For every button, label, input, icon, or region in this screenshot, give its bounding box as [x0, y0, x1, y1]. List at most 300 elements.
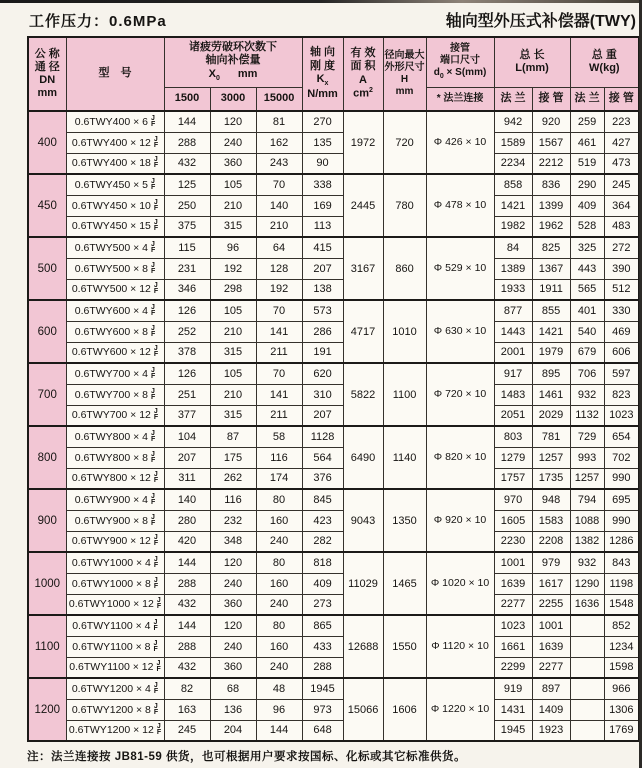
pipe-size-cell: Φ 478 × 10	[426, 174, 494, 237]
model-wrap	[68, 515, 163, 527]
subcol-15000: 15000	[256, 87, 302, 111]
length-flange-cell: 919	[494, 678, 532, 699]
model-label: 0.6TWY450 × 5	[74, 178, 148, 191]
model-cell	[66, 573, 164, 594]
model-label: 0.6TWY800 × 8	[74, 451, 148, 464]
table-row	[28, 468, 639, 489]
x3000-cell: 96	[210, 237, 256, 258]
x3000-cell: 105	[210, 174, 256, 195]
model-cell	[66, 321, 164, 342]
model-wrap	[68, 598, 163, 610]
length-flange-cell: 1589	[494, 132, 532, 153]
table-row	[28, 510, 639, 531]
model-cell	[66, 405, 164, 426]
h-cell: 1010	[383, 300, 426, 363]
x3000-cell: 120	[210, 615, 256, 636]
model-label: 0.6TWY1100 × 8	[72, 640, 151, 653]
weight-header-unit: W(kg)	[589, 62, 620, 75]
model-label: 0.6TWY600 × 12	[71, 346, 151, 359]
x15000-cell: 211	[256, 405, 302, 426]
jf-variant-marker: J F	[153, 219, 159, 233]
model-label: 0.6TWY1000 × 12	[68, 598, 154, 611]
length-flange-cell: 1279	[494, 447, 532, 468]
model-wrap	[68, 620, 163, 632]
x3000-cell: 116	[210, 489, 256, 510]
x1500-cell: 432	[164, 657, 210, 678]
jf-variant-marker: J F	[156, 660, 161, 674]
length-flange-cell: 2277	[494, 594, 532, 615]
x3000-cell: 210	[210, 195, 256, 216]
weight-flange-cell: 401	[570, 300, 604, 321]
length-flange-cell: 917	[494, 363, 532, 384]
weight-pipe-cell: 1286	[604, 531, 639, 552]
col-header-model	[66, 37, 164, 111]
x1500-cell: 245	[164, 720, 210, 741]
area-header-line: 面 积	[350, 60, 376, 73]
jf-variant-marker: J F	[153, 534, 159, 548]
length-pipe-cell: 836	[532, 174, 570, 195]
x3000-cell: 87	[210, 426, 256, 447]
x3000-cell: 120	[210, 552, 256, 573]
weight-flange-cell: 1382	[570, 531, 604, 552]
length-flange-cell: 2001	[494, 342, 532, 363]
stiffness-header-line: 刚 度	[310, 59, 336, 72]
x1500-cell: 125	[164, 174, 210, 195]
length-pipe-cell: 1617	[532, 573, 570, 594]
x1500-cell: 126	[164, 363, 210, 384]
x1500-cell: 231	[164, 258, 210, 279]
model-cell	[66, 720, 164, 741]
weight-flange-cell: 1290	[570, 573, 604, 594]
subcol-1500: 1500	[164, 87, 210, 111]
model-label: 0.6TWY900 × 4	[74, 493, 148, 506]
length-pipe-cell: 781	[532, 426, 570, 447]
model-wrap	[68, 368, 163, 380]
length-flange-cell: 877	[494, 300, 532, 321]
jf-variant-marker: J F	[153, 576, 159, 590]
x3000-cell: 204	[210, 720, 256, 741]
kx-cell: 865	[302, 615, 343, 636]
weight-pipe-cell: 469	[604, 321, 639, 342]
col-header-area	[343, 37, 383, 111]
table-row	[28, 153, 639, 174]
model-label: 0.6TWY500 × 12	[71, 283, 151, 296]
model-wrap	[68, 494, 163, 506]
dn-header-line: DN	[39, 74, 56, 86]
table-row	[28, 720, 639, 741]
weight-pipe-cell: 702	[604, 447, 639, 468]
x15000-cell: 58	[256, 426, 302, 447]
kx-cell: 409	[302, 573, 343, 594]
x3000-cell: 298	[210, 279, 256, 300]
h-cell: 1606	[383, 678, 426, 741]
jf-variant-marker: J F	[150, 240, 156, 254]
model-wrap	[68, 535, 163, 547]
subcol-weight-flange: 法 兰	[570, 87, 604, 111]
col-header-stiffness	[302, 37, 343, 111]
length-flange-cell: 1982	[494, 216, 532, 237]
x3000-cell: 175	[210, 447, 256, 468]
model-cell	[66, 531, 164, 552]
length-flange-cell: 2299	[494, 657, 532, 678]
compensation-header-line: 轴向补偿量	[205, 54, 261, 67]
x3000-cell: 232	[210, 510, 256, 531]
h-cell: 720	[383, 111, 426, 174]
table-row	[28, 216, 639, 237]
dn-cell: 600	[28, 300, 66, 363]
kx-cell: 423	[302, 510, 343, 531]
table-row	[28, 174, 639, 195]
x1500-cell: 288	[164, 132, 210, 153]
x15000-cell: 96	[256, 699, 302, 720]
area-cell: 15066	[343, 678, 383, 741]
weight-flange-cell: 706	[570, 363, 604, 384]
kx-cell: 564	[302, 447, 343, 468]
jf-variant-marker: J F	[150, 366, 156, 380]
model-wrap	[68, 557, 163, 569]
pipe-size-cell: Φ 1120 × 10	[426, 615, 494, 678]
x3000-cell: 315	[210, 405, 256, 426]
length-flange-cell: 84	[494, 237, 532, 258]
model-cell	[66, 510, 164, 531]
x3000-cell: 360	[210, 153, 256, 174]
weight-flange-cell: 679	[570, 342, 604, 363]
weight-pipe-cell: 272	[604, 237, 639, 258]
x3000-cell: 360	[210, 657, 256, 678]
kx-cell: 415	[302, 237, 343, 258]
table-row	[28, 636, 639, 657]
x15000-cell: 141	[256, 321, 302, 342]
jf-variant-marker: J F	[150, 387, 156, 401]
length-flange-cell: 858	[494, 174, 532, 195]
x1500-cell: 432	[164, 153, 210, 174]
x3000-cell: 192	[210, 258, 256, 279]
model-wrap	[68, 472, 163, 484]
table-row	[28, 552, 639, 573]
subcol-3000: 3000	[210, 87, 256, 111]
x1500-cell: 432	[164, 594, 210, 615]
x1500-cell: 252	[164, 321, 210, 342]
x1500-cell: 311	[164, 468, 210, 489]
length-flange-cell: 1757	[494, 468, 532, 489]
x15000-cell: 192	[256, 279, 302, 300]
weight-pipe-cell: 1769	[604, 720, 639, 741]
x3000-cell: 315	[210, 216, 256, 237]
pipe-size-cell: Φ 1220 × 10	[426, 678, 494, 741]
jf-variant-marker: J F	[153, 702, 159, 716]
kx-cell: 973	[302, 699, 343, 720]
h-cell: 1550	[383, 615, 426, 678]
length-pipe-cell: 1001	[532, 615, 570, 636]
jf-variant-marker: J F	[153, 282, 159, 296]
weight-flange-cell: 932	[570, 384, 604, 405]
jf-variant-marker: J F	[153, 198, 159, 212]
x15000-cell: 64	[256, 237, 302, 258]
weight-flange-cell: 409	[570, 195, 604, 216]
weight-flange-cell: 519	[570, 153, 604, 174]
weight-flange-cell: 290	[570, 174, 604, 195]
spec-table-body	[28, 111, 639, 741]
x1500-cell: 144	[164, 552, 210, 573]
length-pipe-cell: 2212	[532, 153, 570, 174]
pipe-size-cell: Φ 920 × 10	[426, 489, 494, 552]
kx-cell: 433	[302, 636, 343, 657]
dn-header-line: 公 称	[34, 47, 60, 60]
x15000-cell: 70	[256, 363, 302, 384]
weight-flange-cell: 1088	[570, 510, 604, 531]
radial-header-line: 径向最大	[384, 50, 425, 61]
x15000-cell: 174	[256, 468, 302, 489]
table-row	[28, 531, 639, 552]
weight-pipe-cell: 990	[604, 468, 639, 489]
area-cell: 2445	[343, 174, 383, 237]
length-flange-cell: 1483	[494, 384, 532, 405]
length-pipe-cell: 1409	[532, 699, 570, 720]
length-flange-cell: 1605	[494, 510, 532, 531]
length-pipe-cell: 855	[532, 300, 570, 321]
jf-variant-marker: J F	[153, 408, 159, 422]
model-wrap	[68, 578, 163, 590]
model-cell	[66, 363, 164, 384]
table-row	[28, 279, 639, 300]
kx-cell: 169	[302, 195, 343, 216]
model-wrap	[68, 242, 163, 254]
length-flange-cell: 942	[494, 111, 532, 132]
table-row	[28, 489, 639, 510]
weight-pipe-cell: 843	[604, 552, 639, 573]
table-row	[28, 594, 639, 615]
x15000-cell: 162	[256, 132, 302, 153]
col-header-radial	[383, 37, 426, 111]
length-pipe-cell: 1461	[532, 384, 570, 405]
weight-flange-cell	[570, 615, 604, 636]
x15000-cell: 81	[256, 111, 302, 132]
table-row	[28, 258, 639, 279]
table-row	[28, 342, 639, 363]
length-flange-cell: 1945	[494, 720, 532, 741]
weight-flange-cell: 1132	[570, 405, 604, 426]
model-label: 0.6TWY1200 × 12	[68, 724, 154, 737]
length-pipe-cell: 1923	[532, 720, 570, 741]
x3000-cell: 120	[210, 111, 256, 132]
weight-flange-cell: 325	[570, 237, 604, 258]
weight-flange-cell: 461	[570, 132, 604, 153]
model-wrap	[68, 116, 163, 128]
model-label: 0.6TWY700 × 8	[74, 388, 148, 401]
model-label: 0.6TWY400 × 12	[71, 136, 151, 149]
x15000-cell: 211	[256, 342, 302, 363]
x1500-cell: 115	[164, 237, 210, 258]
x3000-cell: 240	[210, 636, 256, 657]
pipe-size-symbol: $d_0 \times S(mm)$	[433, 67, 487, 81]
x15000-cell: 128	[256, 258, 302, 279]
x15000-cell: 240	[256, 531, 302, 552]
weight-flange-cell: 729	[570, 426, 604, 447]
dn-cell: 1200	[28, 678, 66, 741]
stiffness-header-line: 轴 向	[310, 46, 336, 59]
table-row	[28, 195, 639, 216]
weight-pipe-cell: 1198	[604, 573, 639, 594]
model-wrap	[68, 137, 163, 149]
kx-cell: 573	[302, 300, 343, 321]
model-cell	[66, 615, 164, 636]
model-label: 0.6TWY600 × 4	[74, 304, 148, 317]
model-cell	[66, 258, 164, 279]
model-wrap	[68, 641, 163, 653]
weight-pipe-cell: 1306	[604, 699, 639, 720]
weight-pipe-cell: 852	[604, 615, 639, 636]
table-row	[28, 132, 639, 153]
model-cell	[66, 468, 164, 489]
x3000-cell: 240	[210, 573, 256, 594]
model-label: 0.6TWY450 × 10	[71, 199, 151, 212]
model-cell	[66, 342, 164, 363]
dn-cell: 500	[28, 237, 66, 300]
header-row-top	[28, 37, 639, 87]
x3000-cell: 360	[210, 594, 256, 615]
dn-cell: 800	[28, 426, 66, 489]
dn-cell: 1100	[28, 615, 66, 678]
length-pipe-cell: 1399	[532, 195, 570, 216]
x1500-cell: 207	[164, 447, 210, 468]
x1500-cell: 288	[164, 573, 210, 594]
model-cell	[66, 384, 164, 405]
x1500-cell: 280	[164, 510, 210, 531]
weight-flange-cell	[570, 636, 604, 657]
kx-cell: 286	[302, 321, 343, 342]
weight-flange-cell: 565	[570, 279, 604, 300]
weight-pipe-cell: 606	[604, 342, 639, 363]
model-label: 0.6TWY1100 × 12	[69, 661, 154, 674]
length-flange-cell: 1001	[494, 552, 532, 573]
dn-cell: 450	[28, 174, 66, 237]
length-pipe-cell: 1735	[532, 468, 570, 489]
model-wrap	[68, 661, 163, 673]
model-label: 0.6TWY700 × 12	[71, 409, 151, 422]
model-label: 0.6TWY900 × 12	[71, 535, 151, 548]
weight-pipe-cell: 597	[604, 363, 639, 384]
h-cell: 780	[383, 174, 426, 237]
length-pipe-cell: 1639	[532, 636, 570, 657]
pipe-size-cell: Φ 720 × 10	[426, 363, 494, 426]
dn-header-line: 通 径	[34, 60, 60, 73]
x1500-cell: 163	[164, 699, 210, 720]
x3000-cell: 262	[210, 468, 256, 489]
length-flange-cell: 1661	[494, 636, 532, 657]
kx-cell: 138	[302, 279, 343, 300]
dn-cell: 700	[28, 363, 66, 426]
jf-variant-marker: J F	[150, 324, 156, 338]
weight-flange-cell	[570, 657, 604, 678]
x1500-cell: 250	[164, 195, 210, 216]
length-pipe-cell: 1962	[532, 216, 570, 237]
length-flange-cell: 803	[494, 426, 532, 447]
jf-variant-marker: J F	[156, 597, 162, 611]
kx-cell: 1945	[302, 678, 343, 699]
weight-flange-cell: 528	[570, 216, 604, 237]
h-cell: 1465	[383, 552, 426, 615]
area-cell: 6490	[343, 426, 383, 489]
table-row	[28, 573, 639, 594]
area-unit: $cm^2$	[353, 86, 373, 100]
x1500-cell: 104	[164, 426, 210, 447]
pipe-size-cell: Φ 529 × 10	[426, 237, 494, 300]
weight-pipe-cell: 990	[604, 510, 639, 531]
jf-variant-marker: J F	[153, 639, 158, 653]
model-cell	[66, 195, 164, 216]
area-cell: 1972	[343, 111, 383, 174]
col-header-total-weight	[570, 37, 639, 87]
x15000-cell: 144	[256, 720, 302, 741]
weight-flange-cell: 540	[570, 321, 604, 342]
h-cell: 1100	[383, 363, 426, 426]
model-wrap	[68, 157, 163, 169]
table-row	[28, 426, 639, 447]
model-cell	[66, 426, 164, 447]
model-label: 0.6TWY500 × 8	[74, 262, 148, 275]
compensation-header-line: 诸疲劳破环次数下	[189, 41, 278, 54]
x15000-cell: 210	[256, 216, 302, 237]
kx-cell: 845	[302, 489, 343, 510]
radial-header-line: 外形尺寸	[384, 62, 425, 73]
x1500-cell: 346	[164, 279, 210, 300]
x3000-cell: 136	[210, 699, 256, 720]
jf-variant-marker: J F	[150, 450, 156, 464]
x1500-cell: 420	[164, 531, 210, 552]
model-label: 0.6TWY450 × 15	[71, 220, 151, 233]
x1500-cell: 375	[164, 216, 210, 237]
model-cell	[66, 657, 164, 678]
model-wrap	[68, 263, 163, 275]
subcol-weight-pipe: 接 管	[604, 87, 639, 111]
model-label: 0.6TWY700 × 4	[74, 367, 148, 380]
model-wrap	[68, 283, 163, 295]
model-wrap	[68, 305, 163, 317]
title-row	[29, 8, 636, 31]
weight-pipe-cell: 390	[604, 258, 639, 279]
length-pipe-cell: 897	[532, 678, 570, 699]
col-header-pipe-size	[426, 37, 494, 87]
jf-variant-marker: J F	[150, 513, 156, 527]
scan-edge-top	[0, 0, 642, 3]
model-label: 0.6TWY800 × 12	[71, 472, 151, 485]
length-flange-cell: 1443	[494, 321, 532, 342]
model-wrap	[68, 220, 163, 232]
length-flange-cell: 1421	[494, 195, 532, 216]
jf-variant-marker: J F	[153, 618, 158, 632]
jf-variant-marker: J F	[150, 492, 156, 506]
x15000-cell: 70	[256, 300, 302, 321]
dn-cell: 900	[28, 489, 66, 552]
x1500-cell: 251	[164, 384, 210, 405]
length-pipe-cell: 948	[532, 489, 570, 510]
jf-variant-marker: J F	[150, 177, 156, 191]
h-cell: 1140	[383, 426, 426, 489]
x1500-cell: 140	[164, 489, 210, 510]
length-pipe-cell: 920	[532, 111, 570, 132]
area-cell: 4717	[343, 300, 383, 363]
length-flange-cell: 2051	[494, 405, 532, 426]
weight-flange-cell: 794	[570, 489, 604, 510]
weight-flange-cell: 993	[570, 447, 604, 468]
weight-flange-cell	[570, 678, 604, 699]
kx-cell: 282	[302, 531, 343, 552]
footnote: 注：法兰连接按 JB81-59 供货，也可根据用户要求按国标、化标或其它标准供货。	[27, 751, 466, 763]
x3000-cell: 315	[210, 342, 256, 363]
weight-pipe-cell: 483	[604, 216, 639, 237]
area-cell: 9043	[343, 489, 383, 552]
jf-variant-marker: J F	[153, 156, 159, 170]
